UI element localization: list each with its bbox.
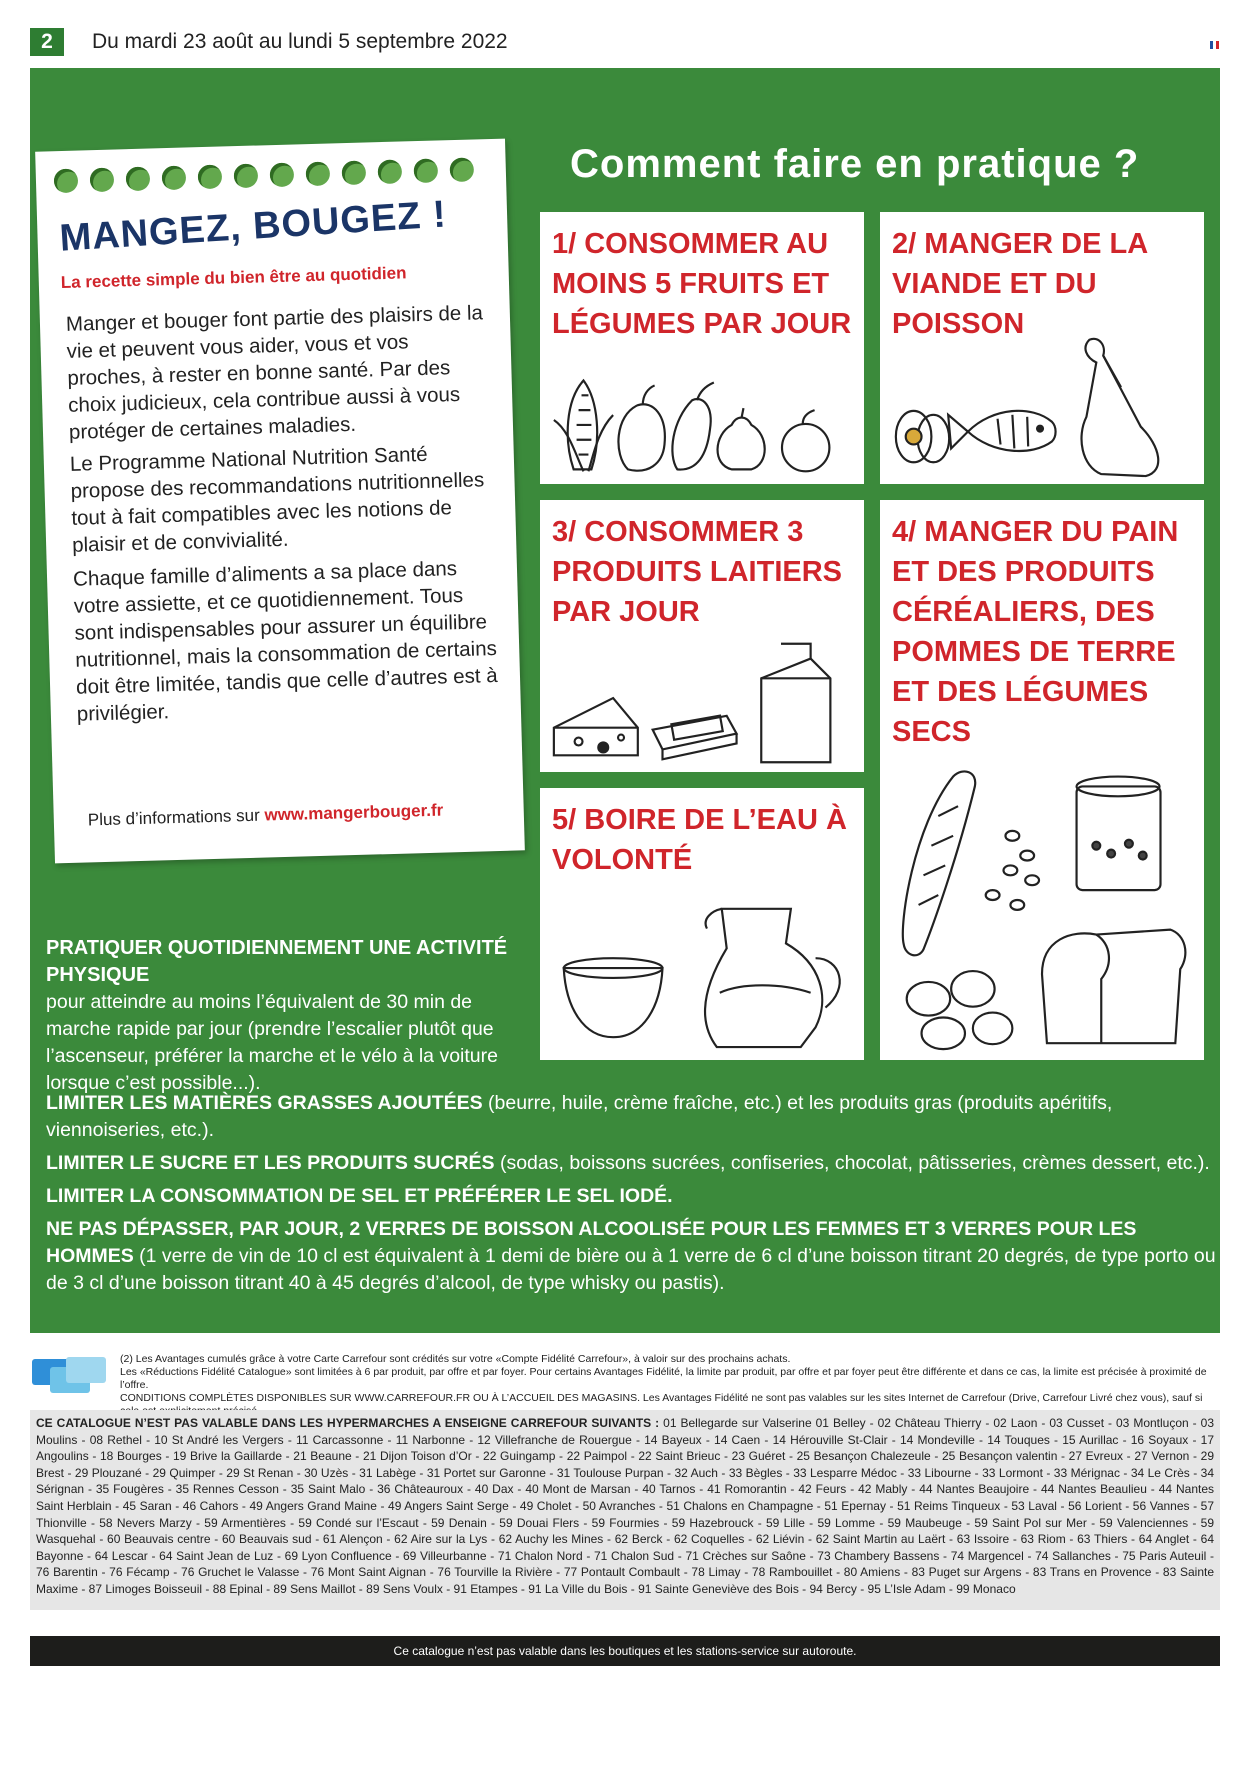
limit-strong: LIMITER LA CONSOMMATION DE SEL ET PRÉFÉRER LE SEL IODÉ. [46, 1185, 673, 1207]
footer-bar: Ce catalogue n’est pas valable dans les boutiques et les stations-service sur autoroute. [30, 1636, 1220, 1666]
note-subtitle: La recette simple du bien être au quotidien [60, 263, 407, 293]
note-paragraph-3: Chaque famille d’aliments a sa place dans votre assiette, et ce quotidiennement. Tous sont indispensables pour assurer un équilibre nutritionnel, mais la consommation de certains doit être limitée, tandis que celle d’autres est à privilégier. [72, 557, 498, 726]
stores-list: 01 Bellegarde sur Valserine 01 Belley - 02 Château Thierry - 02 Laon - 03 Cusset - 03 Montluçon - 03 Moulins - 08 Rethel - 10 St André les Vergers - 11 Carcassonne - 11 Narbonne - 12 Villefranche de Rouergue - 14 Bayeux - 14 Caen - 14 Hérouville St-Clair - 14 Mondeville - 14 Touques - 15 Aurillac - 16 Soyaux - 17 Angoulins - 18 Bourges - 19 Brive la Gaillarde - 21 Beaune - 21 Dijon Toison d’Or - 22 Guingamp - 22 Paimpol - 22 Saint Brieuc - 23 Guéret - 25 Besançon Chalezeule - 25 Besançon valentin - 27 Evreux - 27 Vernon - 29 Brest - 29 Plouzané - 29 Quimper - 29 St Renan - 30 Uzès - 31 Labège - 31 Portet sur Garonne - 31 Toulouse Purpan - 32 Auch - 33 Bègles - 33 Lesparre Médoc - 33 Libourne - 33 Lormont - 33 Mérignac - 34 Le Crès - 34 Sérignan - 35 Fougères - 35 Rennes Cesson - 35 Saint Malo - 36 Châteauroux - 40 Dax - 40 Mont de Marsan - 40 Tarnos - 41 Romorantin - 42 Feurs - 42 Mably - 44 Nantes Beaujoire - 44 Nantes Beaulieu - 44 Nantes Saint Herblain - 45 Saran - 46 Cahors - 49 Angers Grand Maine - 49 Angers Saint Serge - 49 Cholet - 50 Avranches - 51 Chalons en Champagne - 51 Epernay - 51 Reims Tinqueux - 53 Laval - 56 Lorient - 56 Vannes - 57 Thionville - 58 Nevers Marzy - 59 Armentières - 59 Condé sur l’Escaut - 59 Denain - 59 Douai Flers - 59 Fourmies - 59 Hazebrouck - 59 Lille - 59 Lomme - 59 Maubeuge - 59 Saint Pol sur Mer - 59 Valenciennes - 59 Wasquehal - 60 Beauvais centre - 60 Beauvais sud - 61 Alençon - 62 Aire sur la Lys - 62 Auchy les Mines - 62 Berck - 62 Coquelles - 62 Liévin - 62 Saint Martin au Laërt - 63 Issoire - 63 Riom - 63 Thiers - 64 Anglet - 64 Bayonne - 64 Lescar - 64 Saint Jean de Luz - 69 Lyon Confluence - 69 Villeurbanne - 71 Chalon Nord - 71 Chalon Sud - 71 Crèches sur Saône - 73 Chambery Bassens - 74 Margencel - 74 Sallanches - 75 Paris Auteuil - 76 Barentin - 76 Fécamp - 76 Gruchet le Valasse - 76 Mont Saint Aignan - 76 Tourville la Rivière - 77 Pontault Combault - 78 Limay - 78 Rambouillet - 80 Amiens - 83 Puget sur Argens - 83 Trans en Provence - 83 Sainte Maxime - 87 Limoges Boisseuil - 88 Epinal - 89 Sens Maillot - 89 Sens Voulx - 91 Etampes - 91 La Ville du Bois - 91 Sainte Geneviève des Bois - 94 Bercy - 95 L’Isle Adam - 99 Monaco [36, 1416, 1214, 1596]
limit-item [46, 1090, 1216, 1144]
card-fruits-vegetables [540, 212, 864, 484]
physical-activity [46, 935, 536, 1097]
carrefour-cards-icon [30, 1355, 108, 1399]
note-paragraph-2: Le Programme National Nutrition Santé propose des recommandations nutritionnelles tout à fait compatibles avec les notions de plaisir et de convivialité. [69, 442, 485, 557]
note-holes [54, 157, 475, 193]
hole-icon [449, 157, 474, 182]
hole-icon [378, 159, 403, 184]
flag-icon [1210, 36, 1220, 44]
hole-icon [90, 168, 115, 193]
hole-icon [126, 167, 151, 192]
loyalty-line-3: CONDITIONS COMPLÈTES DISPONIBLES SUR WWW.CARREFOUR.FR OU À L’ACCUEIL DES MAGASINS. Les Avantages Fidélité ne sont pas valables sur les sites Internet de Carrefour (Drive, Carrefour Livré chez vous), sauf si [120, 1392, 1203, 1404]
loyalty-notes [30, 1353, 1220, 1404]
loyalty-line-1: (2) Les Avantages cumulés grâce à votre Carte Carrefour sont crédités sur votre «Compte Fidélité Carrefour», à valoir sur des prochains achats. [120, 1353, 791, 1365]
fruits-vegetables-icon [544, 360, 860, 480]
card-water [540, 788, 864, 1060]
card-title: 2/ MANGER DE LA VIANDE ET DU POISSON [892, 228, 1148, 340]
hole-icon [270, 162, 295, 187]
meat-fish-icon [884, 324, 1200, 480]
page-header [30, 28, 1220, 58]
limit-strong: LIMITER LE SUCRE ET LES PRODUITS SUCRÉS [46, 1152, 495, 1174]
note-paragraph-1: Manger et bouger font partie des plaisirs de la vie et peuvent vous aider, vous et vos proches, à rester en bonne santé. Par des choix judicieux, cela contribue aussi à vous protéger de certaines maladies. [65, 301, 484, 444]
water-jug-icon [544, 888, 860, 1058]
stores-lead: CE CATALOGUE N’EST PAS VALABLE DANS LES HYPERMARCHES A ENSEIGNE CARREFOUR SUIVANTS : [36, 1416, 660, 1430]
limits-list [46, 1090, 1216, 1303]
page-number: 2 [30, 28, 64, 56]
hole-icon [54, 169, 79, 194]
card-title: 3/ CONSOMMER 3 PRODUITS LAITIERS PAR JOUR [552, 516, 843, 628]
excluded-stores-text [36, 1415, 1214, 1598]
note-title: MANGEZ, BOUGEZ ! [58, 193, 448, 260]
card-meat-fish [880, 212, 1204, 484]
limit-text: (beurre, huile, crème fraîche, etc.) et les produits gras (produits apéritifs, viennoiseries, etc.). [46, 1092, 1113, 1141]
panel-title: Comment faire en pratique ? [570, 142, 1140, 186]
note-more-info [88, 801, 444, 831]
loyalty-line-2: Les «Réductions Fidélité Catalogue» sont limitées à 6 par produit, par offre et par foyer. Pour certains Avantages Fidélité, la limite par produit, par offre et par foyer peut être différente et dans ce cas, la limite est précisée à proximité de l’offre. [120, 1366, 1207, 1391]
limit-item [46, 1216, 1216, 1297]
dairy-icon [544, 638, 860, 768]
hole-icon [162, 166, 187, 191]
hole-icon [234, 163, 259, 188]
date-range: Du mardi 23 août au lundi 5 septembre 2022 [92, 30, 508, 53]
activity-heading: PRATIQUER QUOTIDIENNEMENT UNE ACTIVITÉ PHYSIQUE [46, 937, 508, 986]
card-dairy [540, 500, 864, 772]
hole-icon [414, 158, 439, 183]
hole-icon [198, 164, 223, 189]
hole-icon [342, 160, 367, 185]
mangerbouger-link[interactable]: www.mangerbouger.fr [264, 800, 444, 825]
activity-text: pour atteindre au moins l’équivalent de 30 min de marche rapide par jour (prendre l’escalier plutôt que l’ascenseur, préférer la marche et le vélo à la voiture lorsque c’est possible...). [46, 991, 498, 1094]
note-more-prefix: Plus d’informations sur [87, 805, 265, 830]
card-title: 4/ MANGER DU PAIN ET DES PRODUITS CÉRÉALIERS, DES POMMES DE TERRE ET DES LÉGUMES SECS [892, 516, 1179, 748]
limit-strong: NE PAS DÉPASSER, PAR JOUR, 2 VERRES DE BOISSON ALCOOLISÉE POUR LES FEMMES ET 3 VERRES POUR LES HOMMES [46, 1218, 1137, 1267]
loyalty-text [120, 1353, 1220, 1418]
limit-item [46, 1183, 1216, 1210]
limit-strong: LIMITER LES MATIÈRES GRASSES AJOUTÉES [46, 1092, 483, 1114]
bread-cereals-icon [884, 745, 1200, 1055]
excluded-stores-box [30, 1410, 1220, 1610]
card-title: 5/ BOIRE DE L’EAU À VOLONTÉ [552, 804, 847, 876]
hole-icon [306, 161, 331, 186]
limit-item [46, 1150, 1216, 1177]
card-title: 1/ CONSOMMER AU MOINS 5 FRUITS ET LÉGUMES PAR JOUR [552, 228, 852, 340]
note-card [35, 139, 525, 864]
limit-text: (sodas, boissons sucrées, confiseries, chocolat, pâtisseries, crèmes dessert, etc.). [494, 1152, 1210, 1174]
limit-text: (1 verre de vin de 10 cl est équivalent à 1 demi de bière ou à 1 verre de 6 cl d’une boisson titrant 20 degrés, de type porto ou de 3 cl d’une boisson titrant 40 à 45 degrés d’alcool, de type whisky ou pastis). [46, 1245, 1216, 1294]
card-bread-cereals [880, 500, 1204, 1060]
